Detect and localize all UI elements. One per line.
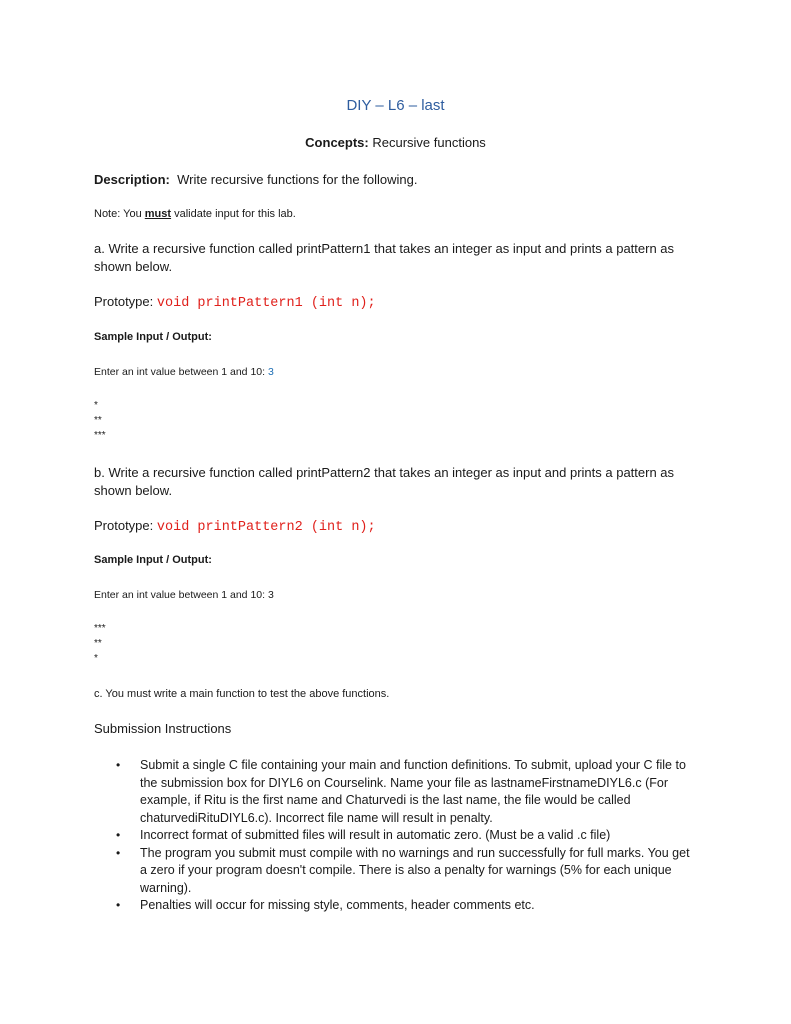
note-suffix: validate input for this lab. <box>171 208 296 220</box>
part-b-prototype-code: void printPattern2 (int n); <box>156 520 376 535</box>
list-item <box>94 757 694 827</box>
part-a-sample-heading <box>94 329 694 345</box>
part-a-text: a. Write a recursive function called printPattern1 that takes an integer as input and prints a pattern as shown below. <box>94 241 675 274</box>
part-b-prototype-label: Prototype: <box>94 518 154 533</box>
list-item <box>94 827 694 845</box>
note-line <box>94 206 694 222</box>
concepts-label: Concepts: <box>305 135 369 150</box>
part-b-sample-heading <box>94 552 694 568</box>
part-a-output <box>94 398 694 443</box>
part-a-prototype-code: void printPattern1 (int n); <box>156 296 376 311</box>
submission-bullet-text: Penalties will occur for missing style, comments, header comments etc. <box>140 898 535 912</box>
part-b-text: b. Write a recursive function called printPattern2 that takes an integer as input and prints a pattern as shown below. <box>94 465 675 498</box>
part-b-sample-heading-text: Sample Input / Output: <box>94 554 212 566</box>
output-line: * <box>94 400 98 411</box>
list-item <box>94 845 694 898</box>
part-a-prompt: Enter an int value between 1 and 10: <box>94 366 266 378</box>
submission-bullet-text: The program you submit must compile with no warnings and run successfully for full marks. You get a zero if your program doesn't compile. There is also a penalty for warnings (5% for each unique warning). <box>140 845 690 895</box>
description-label: Description: <box>94 172 170 187</box>
submission-bullet-text: Incorrect format of submitted files will result in automatic zero. (Must be a valid .c file) <box>140 828 611 842</box>
part-b-prototype <box>94 517 694 537</box>
part-a-sample-heading-text: Sample Input / Output: <box>94 331 212 343</box>
bullet-icon: • <box>116 758 121 772</box>
output-line: *** <box>94 623 106 634</box>
description-line <box>94 171 694 189</box>
submission-list <box>94 757 694 915</box>
bullet-icon: • <box>116 828 121 842</box>
part-b-output <box>94 621 694 666</box>
part-a-prototype <box>94 293 694 313</box>
page-title: DIY – L6 – last <box>346 97 445 114</box>
concepts-text: Recursive functions <box>372 135 486 150</box>
bullet-icon: • <box>116 898 121 912</box>
part-b-prompt: Enter an int value between 1 and 10: 3 <box>94 589 274 601</box>
output-line: ** <box>94 638 102 649</box>
submission-heading: Submission Instructions <box>94 721 232 736</box>
output-line: * <box>94 653 98 664</box>
note-prefix: Note: You <box>94 208 145 220</box>
bullet-icon: • <box>116 845 121 860</box>
part-c-text: c. You must write a main function to test the above functions. <box>94 688 390 700</box>
list-item <box>94 897 694 915</box>
concepts-line <box>0 135 791 150</box>
output-line: *** <box>94 430 106 441</box>
output-line: ** <box>94 415 102 426</box>
description-text: Write recursive functions for the following. <box>177 172 418 187</box>
part-a-input-value: 3 <box>267 366 274 378</box>
part-a-prototype-label: Prototype: <box>94 294 154 309</box>
submission-bullet-text: Submit a single C file containing your main and function definitions. To submit, upload your C file to the submission box for DIYL6 on Courselink. Name your file as lastnameFirstnameDIYL6.c (For example, if Ritu is the first name and Chaturvedi is the last name, the file would be called chaturvediRituDIYL6.c). Incorrect file name will result in penalty. <box>140 758 686 825</box>
part-a-prompt-line <box>94 364 694 380</box>
note-emphasis: must <box>144 208 172 220</box>
